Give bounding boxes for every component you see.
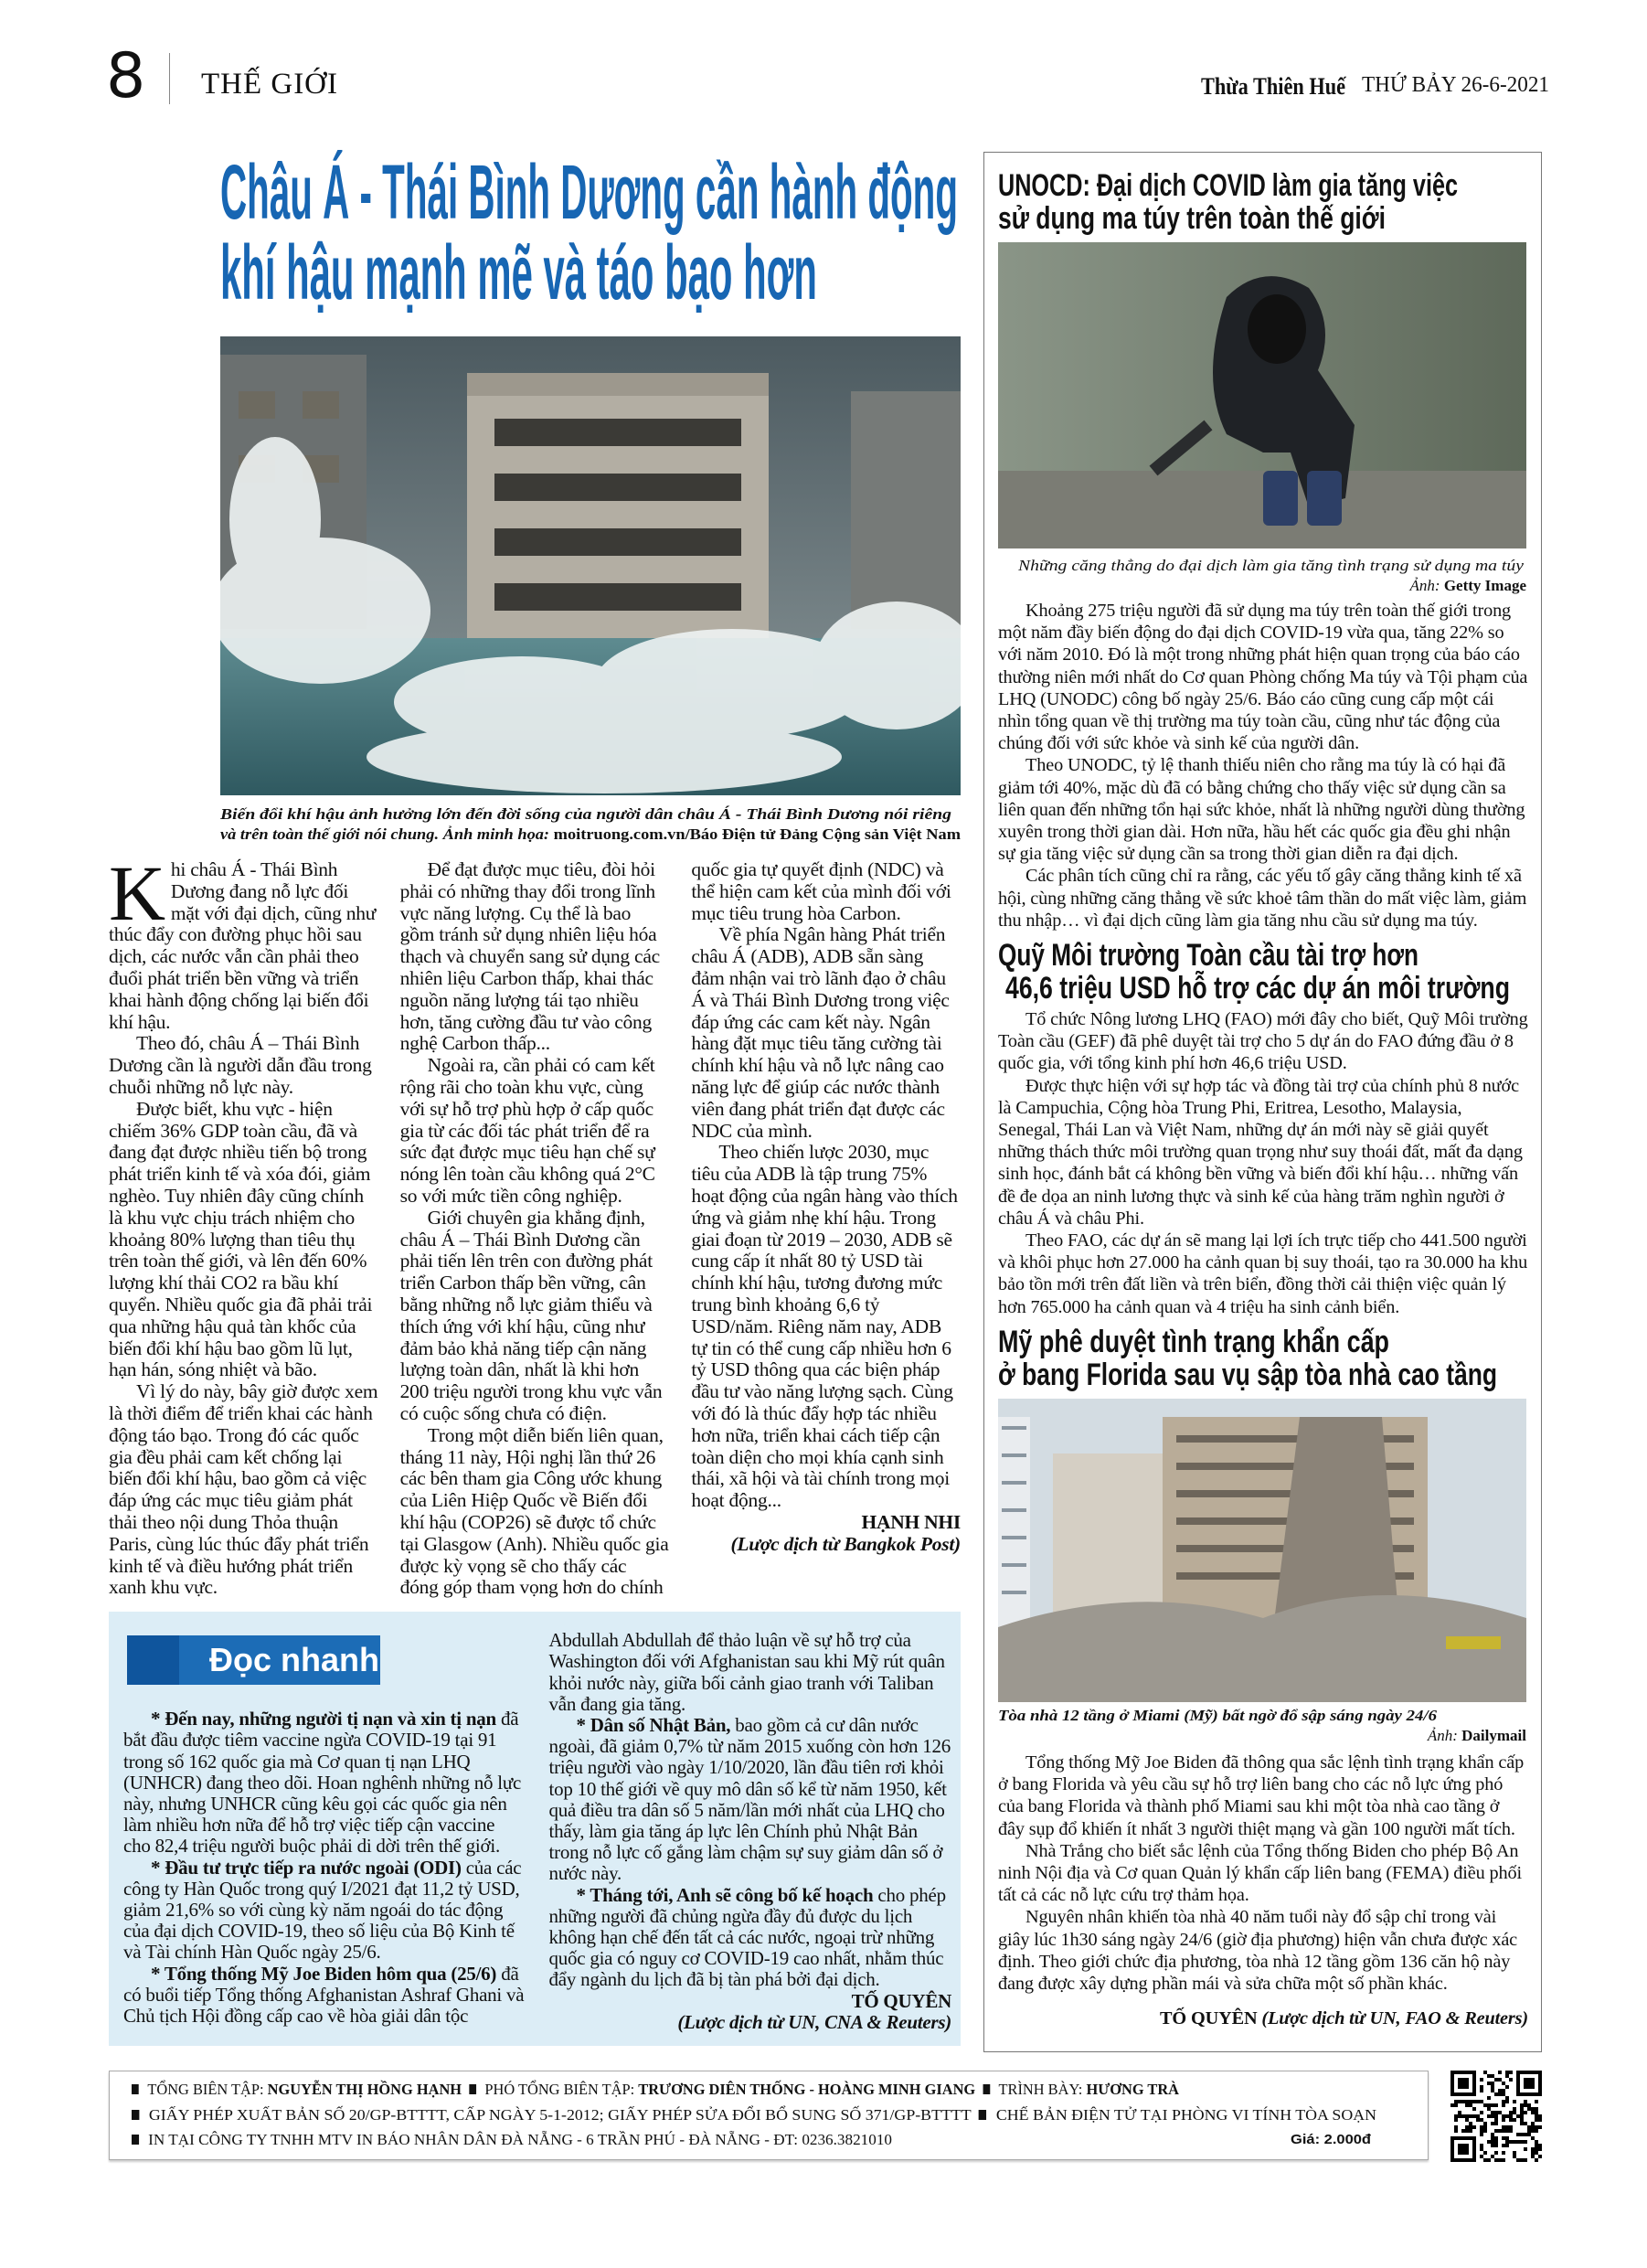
qr-code bbox=[1450, 2071, 1542, 2162]
main-column bbox=[109, 149, 961, 2046]
author: TỐ QUYÊN bbox=[851, 1989, 951, 2012]
quick-item: * Tháng tới, Anh sẽ công bố kế hoạch cho phép những người đã chủng ngừa đầy đủ được du lịch không hạn chế đến tất cả các nước, ngoại trừ những quốc gia có nguy cơ COVID-19 cao nhất, nhằm thúc đẩy ngành du lịch đã bị tàn phá bởi đại dịch. bbox=[548, 1883, 946, 1991]
paragraph: Trong một diễn biến liên quan, tháng 11 này, Hội nghị lần thứ 26 các bên tham gia Công ước khung của Liên Hiệp Quốc về Biến đổi khí hậu (COP26) sẽ được tổ chức tại Glasgow (Anh). Nhiều quốc gia được kỳ vọng sẽ cho thấy các đóng góp tham vọng hơn do chính quốc gia tự quyết định (NDC) và thể hiện cam kết của mình đối với mục tiêu trung hòa Carbon. bbox=[399, 858, 951, 1599]
story1-headline-2: sử dụng ma túy trên toàn thế giới bbox=[998, 201, 1386, 236]
author: TỐ QUYÊN bbox=[1160, 2008, 1258, 2029]
paragraph: Giới chuyên gia khẳng định, châu Á – Thái Bình Dương cần phải tiến lên trên con đường phát triển Carbon thấp bền vững, cân bằng những nỗ lực giảm thiểu và thích ứng với khí hậu, cũng như đảm bảo khả năng tiếp cận năng lượng toàn dân, nhất là khi hơn 200 triệu người trong khu vực vẫn có cuộc sống chưa có điện. bbox=[399, 1206, 663, 1424]
quick-item: * Đầu tư trực tiếp ra nước ngoài (ODI) của các công ty Hàn Quốc trong quý I/2021 đạt 11,2 tỷ USD, giảm 21,6% so với cùng kỳ năm ngoái do tác động của đại dịch COVID-19, theo số liệu của Bộ Kinh tế và Tài chính Hàn Quốc ngày 25/6. bbox=[123, 1856, 522, 1964]
quick-read-box bbox=[109, 1612, 961, 2046]
source: (Lược dịch từ UN, FAO & Reuters) bbox=[1261, 2008, 1528, 2029]
story3-headline-2: ở bang Florida sau vụ sập tòa nhà cao tầng bbox=[998, 1357, 1497, 1392]
paragraph: Để đạt được mục tiêu, đòi hỏi phải có những thay đổi trong lĩnh vực năng lượng. Cụ thể là bao gồm tránh sử dụng nhiên liệu hóa thạch và chuyển sang sử dụng các nhiên liệu Carbon thấp, khai thác nguồn năng lượng tái tạo nhiều hơn, tăng cường đầu tư vào công nghệ Carbon thấp... bbox=[399, 858, 660, 1055]
world-news-sidebar bbox=[983, 152, 1542, 2052]
footer-row bbox=[109, 2071, 1542, 2162]
story2-headline-1: Quỹ Môi trường Toàn cầu tài trợ hơn bbox=[998, 938, 1419, 974]
photo-credit: moitruong.com.vn/Báo Điện tử Đảng Cộng sản Việt Nam bbox=[553, 825, 961, 843]
photo-credit: Dailymail bbox=[1461, 1726, 1526, 1744]
main-photo-caption: Biến đổi khí hậu ảnh hưởng lớn đến đời sống của người dân châu Á - Thái Bình Dương nói riêng và trên toàn thế giới nói chung. Ảnh minh họa: moitruong.com.vn/Báo Điện tử Đảng Cộng sản Việt Nam bbox=[220, 805, 961, 843]
section-title: THẾ GIỚI bbox=[201, 68, 338, 101]
story2-body: Tổ chức Nông lương LHQ (FAO) mới đây cho biết, Quỹ Môi trường Toàn cầu (GEF) đã phê duyệt tài trợ cho 5 dự án do FAO đứng đầu ở 8 quốc gia, với tổng kinh phí hơn 46,6 triệu USD. Được thực hiện với sự hợp tác và đồng tài trợ của chính phủ 8 nước là Campuchia, Cộng hòa Trung Phi, Eritrea, Lesotho, Malaysia, Senegal, Thái Lan và Việt Nam, những dự án mới này sẽ giải quyết những thách thức môi trường quan trọng như suy thoái đất, mất đa dạng sinh học, đánh bắt cá không bền vững và biến đổi khí hậu… những vấn đề đe dọa an ninh lương thực và sinh kế của hàng trăm nghìn người ở châu Á và châu Phi. Theo FAO, các dự án sẽ mang lại lợi ích trực tiếp cho 441.500 người và khôi phục hơn 27.000 ha cảnh quan bị suy thoái, tạo ra 30.000 ha khu bảo tồn mới trên đất liền và trên biển, đồng thời cải thiện việc quản lý hơn 765.000 ha cảnh quan và 4 triệu ha sinh cảnh biển. bbox=[998, 1009, 1528, 1317]
photo-credit: Getty Image bbox=[1443, 577, 1526, 594]
paragraph: Về phía Ngân hàng Phát triển châu Á (ADB), ADB sẵn sàng đảm nhận vai trò lãnh đạo ở châu Á và Thái Bình Dương trong việc đáp ứng các cam kết này. Ngân hàng đặt mục tiêu tăng cường tài chính khí hậu và nỗ lực nâng cao năng lực để giúp các nước thành viên đang phát triển đạt được các NDC của mình. bbox=[691, 923, 950, 1142]
masthead-footer: TỔNG BIÊN TẬP: NGUYỄN THỊ HỒNG HẠNH PHÓ TỔNG BIÊN TẬP: TRƯƠNG DIÊN THỐNG - HOÀNG MINH GIANG TRÌNH BÀY: HƯƠNG TRÀ GIẤY PHÉP XUẤT BẢN SỐ 20/GP-BTTTT, CẤP NGÀY 5-1-2012; GIẤY PHÉP SỬA ĐỔI BỔ SUNG SỐ 371/GP-BTTTT CHẾ BẢN ĐIỆN TỬ TẠI PHÒNG VI TÍNH TÒA SOẠN IN TẠI CÔNG TY TNHH MTV IN BÁO NHÂN DÂN ĐÀ NẴNG - 6 TRẦN PHÚ - ĐÀ NẴNG - ĐT: 0236.3821010 Giá: 2.000đ bbox=[109, 2071, 1429, 2160]
collapsed-building-photo bbox=[998, 1399, 1526, 1702]
main-headline-line-1: Châu Á - Thái Bình Dương cần hành động bbox=[220, 149, 958, 235]
quick-read-title: Đọc nhanh bbox=[209, 1641, 379, 1679]
first-paragraph: Khi châu Á - Thái Bình Dương đang nỗ lực đối mặt với đại dịch, cũng như thúc đẩy con đường phục hồi sau dịch, các nước vẫn cần phải theo đuổi phát triển bền vững và triển khai hành động chống lại biến đổi khí hậu. bbox=[109, 849, 377, 1033]
paragraph: Ngoài ra, cần phải có cam kết rộng rãi cho toàn khu vực, cùng với sự hỗ trợ phù hợp ở cấp quốc gia từ các đối tác phát triển để ra sức đạt được mục tiêu hạn chế sự nóng lên toàn cầu không quá 2°C so với mức tiền công nghiệp. bbox=[399, 1054, 655, 1207]
story3-caption: Tòa nhà 12 tầng ở Miami (Mỹ) bất ngờ đổ sập sáng ngày 24/6 Ảnh: Dailymail bbox=[998, 1706, 1526, 1744]
source: (Lược dịch từ UN, CNA & Reuters) bbox=[677, 2010, 951, 2033]
price: Giá: 2.000đ bbox=[1291, 2132, 1371, 2147]
header-divider bbox=[169, 53, 170, 104]
quick-read-banner bbox=[127, 1635, 380, 1685]
issue-date: THỨ BẢY 26-6-2021 bbox=[1362, 73, 1549, 97]
drug-user-photo bbox=[998, 242, 1526, 548]
quick-item: * Dân số Nhật Bản, bao gồm cả cư dân nước ngoài, đã giảm 0,7% từ năm 2015 xuống còn hơn 126 triệu người vào ngày 1/10/2020, lần đầu tiên rơi khỏi top 10 thế giới về quy mô dân số kể từ năm 1950, kết quả điều tra dân số 5 năm/lần mới nhất của LHQ cho thấy, làm gia tăng áp lực lên Chính phủ Nhật Bản trong nỗ lực cố gắng làm chậm sự suy giảm dân số ở nước này. bbox=[548, 1713, 951, 1885]
story3-body: Tổng thống Mỹ Joe Biden đã thông qua sắc lệnh tình trạng khẩn cấp ở bang Florida và yêu cầu sự hỗ trợ liên bang cho các nỗ lực ứng phó của bang Florida và thành phố Miami sau khi một tòa nhà cao tầng ở đây sụp đổ khiến ít nhất 3 người thiệt mạng và gần 100 người mất tích. Nhà Trắng cho biết sắc lệnh của Tổng thống Biden cho phép Bộ An ninh Nội địa và Cơ quan Quản lý khẩn cấp liên bang (FEMA) điều phối tất cả các nỗ lực cứu trợ thảm họa. Nguyên nhân khiến tòa nhà 40 năm tuổi này đổ sập chỉ trong vài giây lúc 1h30 sáng ngày 24/6 (giờ địa phương) hiện vẫn chưa được xác định. Theo giới chức địa phương, tòa nhà 12 tầng gồm 136 căn hộ này đang được xây dựng phần mái và sửa chữa một số phần khác. TỐ QUYÊN (Lược dịch từ UN, FAO & Reuters) bbox=[998, 1752, 1528, 2029]
story1-caption: Những căng thẳng do đại dịch làm gia tăng tình trạng sử dụng ma túy Ảnh: Getty Image bbox=[1018, 557, 1526, 594]
drop-cap: K bbox=[109, 849, 165, 937]
newspaper-name: Thừa Thiên Huế bbox=[1201, 73, 1345, 100]
author: HẠNH NHI bbox=[861, 1510, 961, 1533]
paragraph: Vì lý do này, bây giờ được xem là thời điểm để triển khai các hành động táo bạo. Trong đó các quốc gia đều phải cam kết chống lại biến đổi khí hậu, bao gồm cả việc đáp ứng các mục tiêu giảm phát thải theo nội dung Thỏa thuận Paris, cùng lúc thúc đẩy phát triển kinh tế và điều hướng phát triển xanh khu vực. bbox=[109, 1380, 378, 1599]
source: (Lược dịch từ Bangkok Post) bbox=[730, 1532, 961, 1555]
paragraph: Theo đó, châu Á – Thái Bình Dương cần là người dẫn đầu trong chuỗi những nỗ lực này. bbox=[109, 1032, 372, 1098]
story3-headline-1: Mỹ phê duyệt tình trạng khẩn cấp bbox=[998, 1324, 1389, 1359]
story2-headline-2: 46,6 triệu USD hỗ trợ các dự án môi trường bbox=[1005, 971, 1510, 1006]
story1-headline-1: UNOCD: Đại dịch COVID làm gia tăng việc bbox=[998, 168, 1458, 203]
main-headline-line-2: khí hậu mạnh mẽ và táo bạo hơn bbox=[220, 229, 817, 315]
main-article-body bbox=[109, 849, 961, 1599]
page-number: 8 bbox=[106, 40, 146, 112]
paragraph: Theo chiến lược 2030, mục tiêu của ADB là tập trung 75% hoạt động của ngân hàng vào thích ứng và giảm nhẹ khí hậu. Trong giai đoạn từ 2019 – 2030, ADB sẽ cung cấp ít nhất 80 tỷ USD tài chính khí hậu, tương đương mức trung bình khoảng 6,6 tỷ USD/năm. Riêng năm nay, ADB tự tin có thể cung cấp nhiều hơn 6 tỷ USD thông qua các biện pháp đầu tư vào năng lượng sạch. Cùng với đó là thúc đẩy hợp tác nhiều hơn nữa, triển khai cách tiếp cận toàn diện cho mọi khía cạnh sinh thái, xã hội và tài chính trong mọi hoạt động... bbox=[691, 1141, 958, 1512]
paragraph: Được biết, khu vực - hiện chiếm 36% GDP toàn cầu, đã và đang đạt được nhiều tiến bộ trong phát triển kinh tế và xóa đói, giảm nghèo. Tuy nhiên đây cũng chính là khu vực chịu trách nhiệm cho khoảng 80% lượng than tiêu thụ trên toàn thế giới, và lên đến 60% lượng khí thải CO2 ra bầu khí quyển. Nhiều quốc gia đã phải trải qua những hậu quả tàn khốc của biến đổi khí hậu bao gồm lũ lụt, hạn hán, sóng nhiệt và bão. bbox=[109, 1097, 373, 1381]
page-body bbox=[109, 149, 1542, 2162]
quick-item: * Tổng thống Mỹ Joe Biden hôm qua (25/6) đã có buổi tiếp Tổng thống Afghanistan Ashraf Ghani và Chủ tịch Hội đồng cấp cao về hòa giải dân tộc Abdullah Abdullah để thảo luận về sự hỗ trợ của Washington đối với Afghanistan sau khi Mỹ rút quân khỏi nước này, giữa bối cảnh giao tranh với Taliban vẫn đang gia tăng. bbox=[123, 1629, 945, 2027]
flood-building-photo bbox=[220, 336, 961, 795]
story1-body: Khoảng 275 triệu người đã sử dụng ma túy trên toàn thế giới trong một năm đầy biến động do đại dịch COVID-19 vừa qua, tăng 22% so với năm 2010. Đó là một trong những phát hiện quan trọng của báo cáo thường niên mới nhất do Cơ quan Phòng chống Ma túy và Tội phạm của LHQ (UNODC) công bố ngày 25/6. Báo cáo cũng cung cấp một cái nhìn tổng quan về thị trường ma túy toàn cầu, cũng như tác động của chúng đối với sức khỏe và sinh kế của người dân. Theo UNODC, tỷ lệ thanh thiếu niên cho rằng ma túy là có hại đã giảm tới 40%, mặc dù đã có bằng chứng cho thấy việc sử dụng cần sa liên quan đến những tổn hại sức khỏe, nhất là những người dùng thường xuyên trong thời gian dài. Hơn nữa, hầu hết các quốc gia đều ghi nhận sự gia tăng việc sử dụng cần sa trong thời gian diễn ra đại dịch. Các phân tích cũng chỉ ra rằng, các yếu tố gây căng thẳng kinh tế xã hội, cùng những căng thẳng về sức khoẻ tâm thần do mất việc làm, giảm thu nhập… vì đại dịch cũng làm gia tăng nhu cầu sử dụng ma túy. bbox=[998, 601, 1528, 931]
quick-item: * Đến nay, những người tị nạn và xin tị nạn đã bắt đầu được tiêm vaccine ngừa COVID-19 tại 91 trong số 162 quốc gia mà Cơ quan tị nạn LHQ (UNHCR) đang theo dõi. Hoan nghênh những nỗ lực này, nhưng UNHCR cũng kêu gọi các quốc gia nên làm nhiều hơn nữa để hỗ trợ việc tiếp cận vaccine cho 82,4 triệu người buộc phải di dời trên thế giới. bbox=[123, 1708, 522, 1858]
